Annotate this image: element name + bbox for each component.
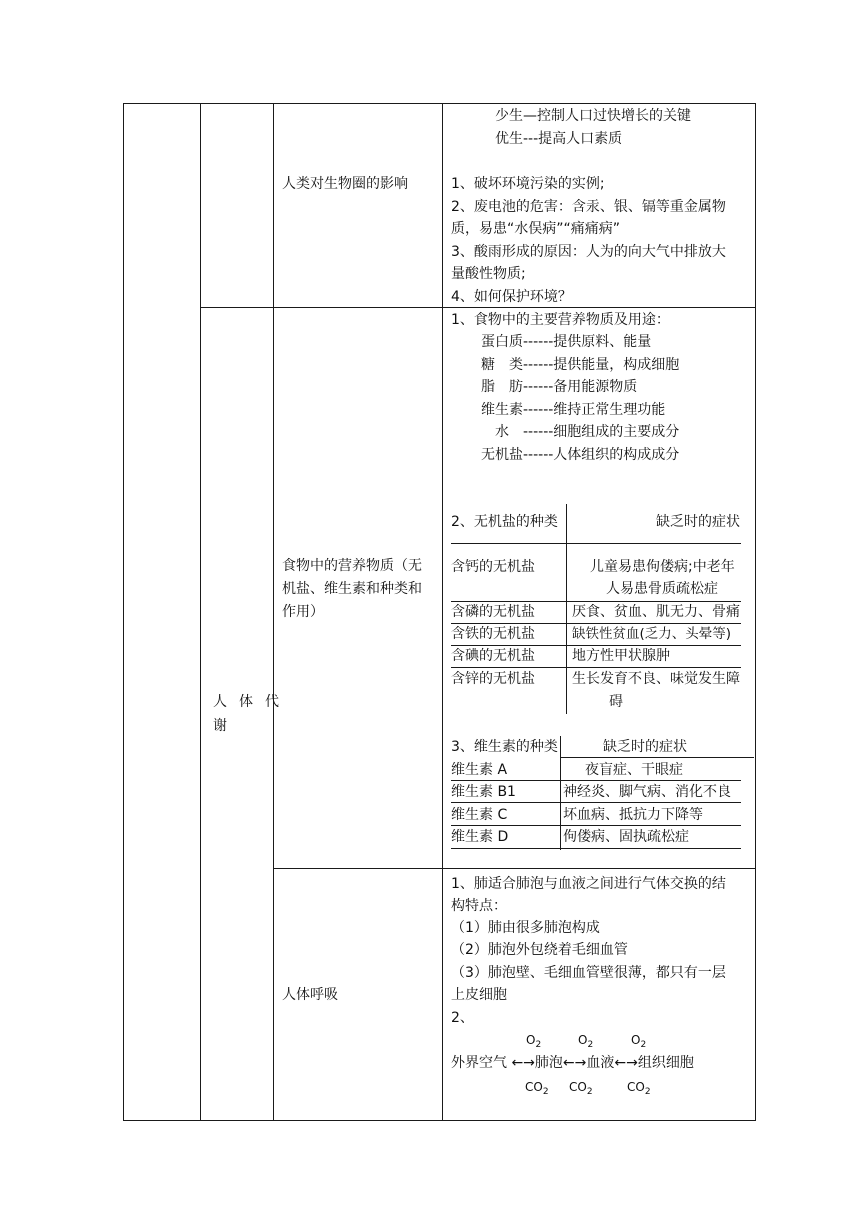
mineral-kind: 含铁的无机盐 [451,626,535,642]
breathing-topic: 人体呼吸 [282,987,338,1003]
mineral-symptom: 碍 [609,694,623,710]
impact-line: 2、废电池的危害：含汞、银、镉等重金属物 [451,199,726,215]
vitamin-kind: 维生素 D [451,829,509,845]
vitamin-symptom: 佝偻病、固执疏松症 [563,829,689,845]
breathing-line: （2）肺泡外包绕着毛细血管 [451,942,628,958]
impact-line: 4、如何保护环境？ [451,289,572,305]
column-divider-2 [273,103,274,1121]
breathing-line: 构特点： [451,898,507,914]
nutrition-intro: 1、食物中的主要营养物质及用途： [451,312,670,328]
nutrient-line: 糖 类------提供能量，构成细胞 [481,357,680,373]
mineral-kind: 含钙的无机盐 [451,559,535,575]
breathing-line: 上皮细胞 [451,987,507,1003]
vitamins-rule [451,848,741,849]
carbon-dioxide-label: $CO_2$ [627,1080,651,1097]
table-right-border [755,103,756,1121]
column-divider-1 [200,103,201,1121]
impact-line: 量酸性物质; [451,266,526,282]
mineral-symptom: 地方性甲状腺肿 [572,648,670,664]
impact-line: 少生—控制人口过快增长的关键 [495,108,691,124]
vitamins-rule [560,757,754,758]
vitamin-symptom: 夜盲症、干眼症 [585,762,683,778]
mineral-symptom: 儿童易患佝偻病;中老年 [590,559,735,575]
vitamin-symptom: 坏血病、抵抗力下降等 [563,807,703,823]
carbon-dioxide-label: $CO_2$ [569,1080,593,1097]
minerals-divider [566,504,567,714]
nutrient-line: 脂 肪------备用能源物质 [481,379,638,395]
row-divider-2 [273,868,756,869]
breathing-line: 2、 [451,1010,474,1026]
gas-exchange-chain: 外界空气 ←→肺泡←→血液←→组织细胞 [451,1055,694,1071]
mineral-symptom: 人易患骨质疏松症 [606,581,718,597]
nutrient-line: 蛋白质------提供原料、能量 [481,334,652,350]
oxygen-label: $O_2$ [578,1033,594,1050]
vitamins-header-symptom: 缺乏时的症状 [603,739,687,755]
table-bottom-border [123,1120,756,1121]
impact-line: 质，易患“水俣病”“痛痛病” [451,221,621,237]
carbon-dioxide-label: $CO_2$ [525,1080,549,1097]
nutrient-line: 维生素------维持正常生理功能 [481,402,666,418]
mineral-symptom: 厌食、贫血、肌无力、骨痛 [572,604,740,620]
table-top-border [123,103,756,104]
vitamin-kind: 维生素 A [451,762,508,778]
breathing-line: （1）肺由很多肺泡构成 [451,920,600,936]
column-divider-3 [442,103,443,1121]
oxygen-label: $O_2$ [631,1033,647,1050]
nutrition-topic-line: 食物中的营养物质（无 [282,558,422,574]
mineral-kind: 含锌的无机盐 [451,671,535,687]
mineral-kind: 含磷的无机盐 [451,604,535,620]
breathing-line: （3）肺泡壁、毛细血管壁很薄，都只有一层 [451,965,726,981]
vitamins-rule [451,825,741,826]
minerals-rule [451,543,741,544]
vitamin-kind: 维生素 C [451,807,508,823]
impact-line: 优生---提高人口素质 [495,131,623,147]
minerals-header-kind: 2、无机盐的种类 [451,514,558,530]
category-label-line1: 人体代 [213,694,291,710]
impact-topic: 人类对生物圈的影响 [282,176,408,192]
impact-line: 1、破坏环境污染的实例; [451,176,605,192]
breathing-line: 1、肺适合肺泡与血液之间进行气体交换的结 [451,876,726,892]
table-left-border [123,103,124,1121]
oxygen-label: $O_2$ [526,1033,542,1050]
impact-line: 3、酸雨形成的原因：人为的向大气中排放大 [451,244,726,260]
nutrition-topic-line: 作用） [282,604,324,620]
minerals-header-symptom: 缺乏时的症状 [656,514,740,530]
category-label-line2: 谢 [213,718,227,734]
mineral-symptom: 生长发育不良、味觉发生障 [572,671,740,687]
row-divider-1 [200,307,756,308]
mineral-kind: 含碘的无机盐 [451,648,535,664]
vitamins-rule [451,802,741,803]
vitamin-kind: 维生素 B1 [451,784,516,800]
nutrient-line: 水 ------细胞组成的主要成分 [495,424,680,440]
vitamins-header-kind: 3、维生素的种类 [451,739,558,755]
vitamins-rule [451,780,741,781]
nutrient-line: 无机盐------人体组织的构成成分 [481,447,680,463]
vitamins-divider [560,736,561,850]
minerals-rule [451,667,741,668]
mineral-symptom: 缺铁性贫血(乏力、头晕等) [572,626,732,642]
nutrition-topic-line: 机盐、维生素和种类和 [282,581,422,597]
vitamin-symptom: 神经炎、脚气病、消化不良 [563,784,731,800]
